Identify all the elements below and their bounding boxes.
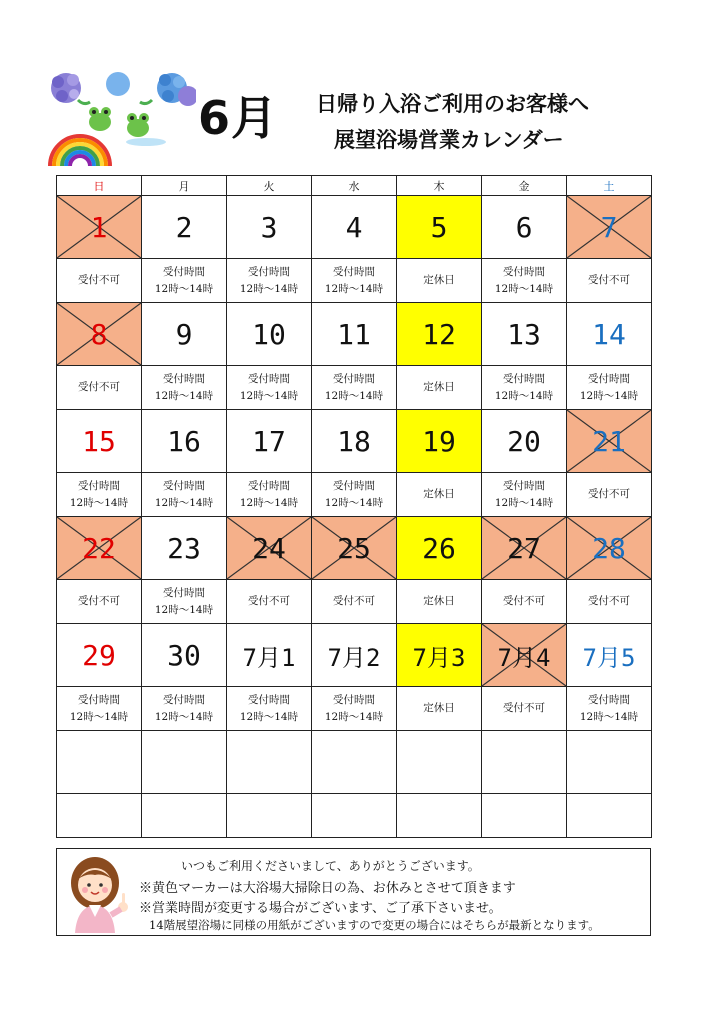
day-number: 29 (82, 638, 116, 672)
day-number: 1 (90, 210, 108, 244)
day-cell (567, 196, 652, 259)
availability-cell (312, 687, 397, 731)
hours-range: 12時～14時 (239, 282, 299, 295)
availability-cell (142, 580, 227, 624)
weekday-sunday: 日 (57, 176, 142, 196)
availability-cell (227, 687, 312, 731)
hours-range: 12時～14時 (154, 603, 214, 616)
day-cell (57, 517, 142, 580)
day-number: 12 (422, 317, 456, 351)
hours-label: 受付時間 (588, 372, 630, 385)
hours-range: 12時～14時 (324, 389, 384, 402)
hours-label: 受付時間 (333, 265, 375, 278)
day-cell (142, 624, 227, 687)
date-row (57, 303, 652, 366)
hours-label: 受付時間 (163, 372, 205, 385)
day-cell (482, 410, 567, 473)
calendar-table (56, 175, 652, 838)
day-number: 15 (82, 424, 116, 458)
hours-label: 受付時間 (248, 693, 290, 706)
day-number: 25 (337, 531, 371, 565)
empty-cell (397, 794, 482, 838)
availability-cell (482, 473, 567, 517)
day-number: 21 (592, 424, 626, 458)
day-cell (312, 624, 397, 687)
availability-cell (312, 580, 397, 624)
empty-cell (142, 794, 227, 838)
day-number: 27 (507, 531, 541, 565)
holiday-label: 定休日 (423, 381, 455, 393)
hours-range: 12時～14時 (324, 496, 384, 509)
weekday-thursday: 木 (397, 176, 482, 196)
day-number: 22 (82, 531, 116, 565)
day-cell (397, 410, 482, 473)
day-cell (57, 410, 142, 473)
availability-cell (227, 259, 312, 303)
hours-label: 受付時間 (333, 693, 375, 706)
day-number: 4 (345, 210, 363, 244)
availability-cell (142, 366, 227, 410)
day-number: 2 (175, 210, 193, 244)
day-cell (227, 410, 312, 473)
availability-cell (142, 687, 227, 731)
hours-label: 受付時間 (163, 693, 205, 706)
day-cell (142, 517, 227, 580)
day-number: 20 (507, 424, 541, 458)
calendar-body (57, 196, 652, 838)
hours-range: 12時～14時 (154, 389, 214, 402)
weekday-monday: 月 (142, 176, 227, 196)
day-cell (567, 517, 652, 580)
day-number: 16 (167, 424, 201, 458)
day-number: 7月5 (582, 643, 636, 672)
empty-cell (227, 731, 312, 794)
availability-cell (312, 366, 397, 410)
day-number: 9 (175, 317, 193, 351)
day-number: 19 (422, 424, 456, 458)
availability-cell (567, 580, 652, 624)
day-cell (312, 196, 397, 259)
header-line-2: 展望浴場営業カレンダー (334, 128, 564, 152)
closed-label: 受付不可 (78, 274, 120, 286)
day-number: 13 (507, 317, 541, 351)
day-number: 6 (515, 210, 533, 244)
day-cell (57, 624, 142, 687)
rainy-season-illustration (48, 70, 196, 166)
day-cell (567, 410, 652, 473)
availability-row (57, 366, 652, 410)
hours-range: 12時～14時 (154, 282, 214, 295)
hours-label: 受付時間 (503, 265, 545, 278)
closed-label: 受付不可 (588, 488, 630, 500)
hours-range: 12時～14時 (239, 389, 299, 402)
day-number: 14 (592, 317, 626, 351)
hours-range: 12時～14時 (494, 496, 554, 509)
hours-range: 12時～14時 (324, 710, 384, 723)
availability-cell (227, 580, 312, 624)
footer-note-hours-change: ※営業時間が変更する場合がございます、ご了承下さいませ。 (139, 901, 502, 916)
day-cell (142, 303, 227, 366)
day-cell (312, 303, 397, 366)
hours-label: 受付時間 (588, 693, 630, 706)
empty-cell (567, 731, 652, 794)
hours-label: 受付時間 (163, 265, 205, 278)
footer-note-latest: 14階展望浴場に同様の用紙がございますので変更の場合にはそちらが最新となります。 (149, 918, 600, 932)
day-cell (312, 410, 397, 473)
empty-cell (482, 794, 567, 838)
date-row (57, 196, 652, 259)
footer-note-cleaning: ※黄色マーカーは大浴場大掃除日の為、お休みとさせて頂きます (139, 881, 516, 896)
date-row (57, 624, 652, 687)
day-cell (312, 517, 397, 580)
availability-cell (312, 259, 397, 303)
day-number: 10 (252, 317, 286, 351)
availability-cell (567, 259, 652, 303)
closed-label: 受付不可 (503, 702, 545, 714)
day-number: 18 (337, 424, 371, 458)
availability-cell (482, 366, 567, 410)
day-cell (227, 517, 312, 580)
empty-date-row (57, 731, 652, 794)
availability-cell (57, 366, 142, 410)
closed-label: 受付不可 (78, 381, 120, 393)
day-number: 23 (167, 531, 201, 565)
hours-label: 受付時間 (248, 479, 290, 492)
availability-cell (142, 259, 227, 303)
day-cell (142, 410, 227, 473)
availability-row (57, 580, 652, 624)
availability-cell (567, 473, 652, 517)
closed-label: 受付不可 (588, 274, 630, 286)
day-number: 3 (260, 210, 278, 244)
day-number: 5 (430, 210, 448, 244)
day-cell (397, 196, 482, 259)
day-cell (482, 517, 567, 580)
empty-cell (57, 794, 142, 838)
day-cell (482, 624, 567, 687)
day-cell (397, 303, 482, 366)
header-line-1: 日帰り入浴ご利用のお客様へ (316, 92, 589, 116)
availability-cell (397, 366, 482, 410)
hours-label: 受付時間 (163, 479, 205, 492)
hours-range: 12時～14時 (579, 389, 639, 402)
closed-label: 受付不可 (333, 595, 375, 607)
hours-label: 受付時間 (503, 372, 545, 385)
day-number: 7月2 (327, 643, 381, 672)
month-title: 6月 (198, 91, 279, 145)
day-cell (482, 303, 567, 366)
day-cell (227, 196, 312, 259)
empty-cell (142, 731, 227, 794)
day-cell (482, 196, 567, 259)
day-number: 28 (592, 531, 626, 565)
empty-cell (482, 731, 567, 794)
footer-notice-box (56, 848, 651, 936)
empty-cell (227, 794, 312, 838)
weekday-friday: 金 (482, 176, 567, 196)
hours-range: 12時～14時 (239, 710, 299, 723)
day-cell (57, 303, 142, 366)
day-number: 7月1 (242, 643, 296, 672)
day-number: 7月4 (497, 643, 551, 672)
holiday-label: 定休日 (423, 274, 455, 286)
availability-cell (227, 473, 312, 517)
day-cell (567, 624, 652, 687)
hours-range: 12時～14時 (239, 496, 299, 509)
day-number: 24 (252, 531, 286, 565)
holiday-label: 定休日 (423, 702, 455, 714)
availability-cell (142, 473, 227, 517)
availability-cell (567, 687, 652, 731)
empty-info-row (57, 794, 652, 838)
hours-label: 受付時間 (333, 479, 375, 492)
holiday-label: 定休日 (423, 595, 455, 607)
empty-cell (57, 731, 142, 794)
day-number: 17 (252, 424, 286, 458)
weekday-wednesday: 水 (312, 176, 397, 196)
availability-cell (482, 687, 567, 731)
hours-range: 12時～14時 (494, 389, 554, 402)
closed-label: 受付不可 (248, 595, 290, 607)
day-number: 30 (167, 638, 201, 672)
availability-cell (397, 259, 482, 303)
hours-label: 受付時間 (78, 693, 120, 706)
hours-label: 受付時間 (248, 265, 290, 278)
staff-girl-illustration (61, 853, 141, 933)
availability-row (57, 259, 652, 303)
empty-cell (567, 794, 652, 838)
availability-cell (57, 580, 142, 624)
weekday-header-row (57, 176, 652, 196)
hours-range: 12時～14時 (579, 710, 639, 723)
closed-label: 受付不可 (78, 595, 120, 607)
footer-thanks: いつもご利用くださいまして、ありがとうございます。 (181, 859, 480, 873)
hours-label: 受付時間 (78, 479, 120, 492)
day-cell (567, 303, 652, 366)
hours-label: 受付時間 (163, 586, 205, 599)
day-cell (397, 624, 482, 687)
closed-label: 受付不可 (503, 595, 545, 607)
day-number: 8 (90, 317, 108, 351)
weekday-tuesday: 火 (227, 176, 312, 196)
hours-range: 12時～14時 (494, 282, 554, 295)
availability-cell (227, 366, 312, 410)
day-cell (227, 303, 312, 366)
empty-cell (312, 794, 397, 838)
weekday-saturday: 土 (567, 176, 652, 196)
availability-cell (482, 259, 567, 303)
availability-cell (397, 580, 482, 624)
hours-range: 12時～14時 (154, 710, 214, 723)
day-number: 26 (422, 531, 456, 565)
day-number: 7月3 (412, 643, 466, 672)
hours-range: 12時～14時 (69, 710, 129, 723)
availability-cell (567, 366, 652, 410)
day-cell (397, 517, 482, 580)
availability-cell (397, 473, 482, 517)
availability-cell (57, 687, 142, 731)
day-cell (142, 196, 227, 259)
hours-range: 12時～14時 (324, 282, 384, 295)
holiday-label: 定休日 (423, 488, 455, 500)
empty-cell (397, 731, 482, 794)
day-number: 7 (600, 210, 618, 244)
hours-range: 12時～14時 (69, 496, 129, 509)
availability-cell (482, 580, 567, 624)
closed-label: 受付不可 (588, 595, 630, 607)
day-cell (57, 196, 142, 259)
hours-label: 受付時間 (248, 372, 290, 385)
date-row (57, 410, 652, 473)
hours-label: 受付時間 (503, 479, 545, 492)
availability-cell (397, 687, 482, 731)
hours-label: 受付時間 (333, 372, 375, 385)
availability-cell (57, 473, 142, 517)
empty-cell (312, 731, 397, 794)
day-cell (227, 624, 312, 687)
availability-cell (312, 473, 397, 517)
availability-row (57, 473, 652, 517)
day-number: 11 (337, 317, 371, 351)
hours-range: 12時～14時 (154, 496, 214, 509)
availability-cell (57, 259, 142, 303)
availability-row (57, 687, 652, 731)
date-row (57, 517, 652, 580)
